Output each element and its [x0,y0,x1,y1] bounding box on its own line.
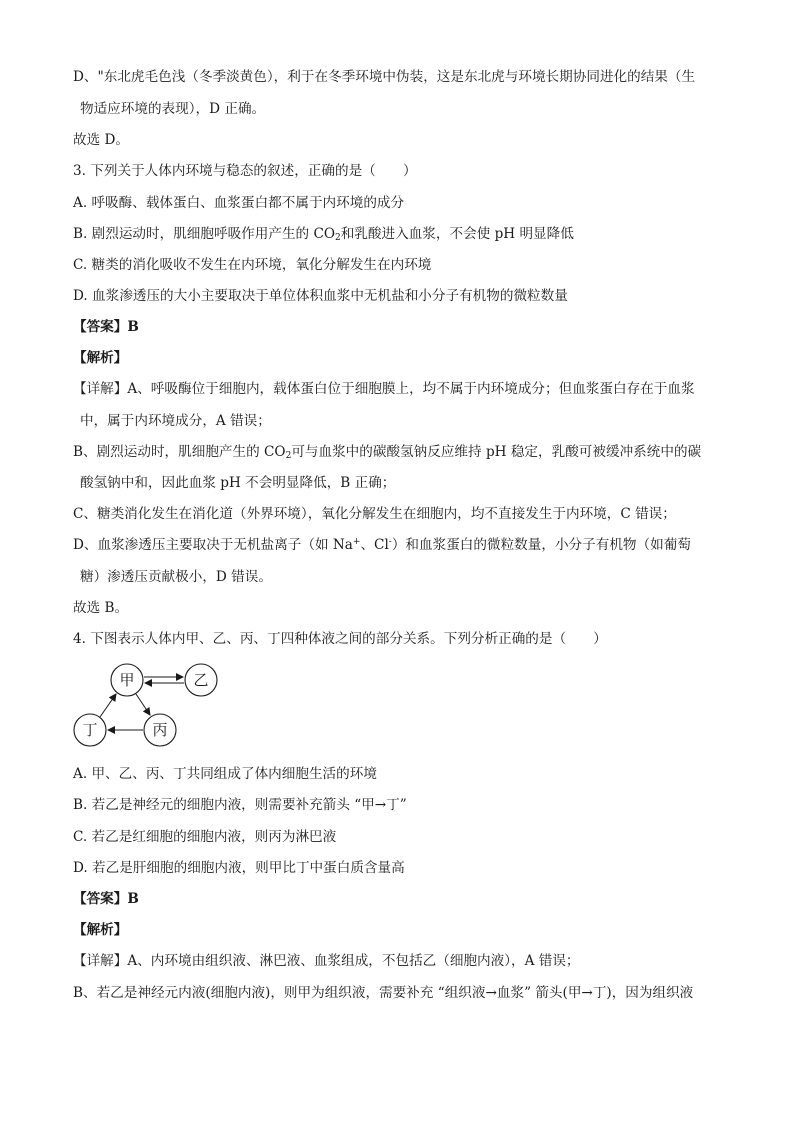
q4-option-a: A. 甲、乙、丙、丁共同组成了体内细胞生活的环境 [73,766,377,782]
q3-option-b-subscript: 2 [335,233,341,243]
q3-detail-b-subscript: 2 [285,451,292,461]
q3-option-d: D. 血浆渗透压的大小主要取决于单位体积血浆中无机盐和小分子有机物的微粒数量 [73,288,568,304]
q3-option-b [73,225,574,243]
q3-detail-d-text-mid: 、Cl [360,537,389,553]
q3-detail-a-line1: 【详解】A、呼吸酶位于细胞内，载体蛋白位于细胞膜上，均不属于内环境成分；但血浆蛋白存在于血浆 [73,381,695,397]
q3-conclusion: 故选 B。 [73,600,129,616]
q4-detail-a: 【详解】A、内环境由组织液、淋巴液、血浆组成，不包括乙（细胞内液），A 错误； [73,953,580,969]
node-bing-label: 丙 [152,721,168,739]
q3-option-b-text-rest: 和乳酸进入血浆，不会使 pH 明显降低 [340,226,574,242]
q3-detail-d-superscript-plus: + [352,537,361,547]
q4-answer: 【答案】B [73,891,139,907]
q4-analysis-title: 【解析】 [73,922,128,938]
q3-detail-b-text-rest: 可与血浆中的碳酸氢钠反应维持 pH 稳定，乳酸可被缓冲系统中的碳 [291,444,702,460]
node-ding-label: 丁 [82,721,98,739]
q4-detail-b-line1: B、若乙是神经元内液(细胞内液)，则甲为组织液，需要补充 “组织液→血浆” 箭头(甲→丁)，因为组织液 [73,985,694,1001]
q3-detail-d-line1 [73,536,691,554]
q3-detail-d-text: D、血浆渗透压主要取决于无机盐离子（如 Na [73,537,353,553]
q2-conclusion: 故选 D。 [73,132,130,148]
q2-option-d-explanation-line1: D、"东北虎毛色浅（冬季淡黄色），利于在冬季环境中伪装，这是东北虎与环境长期协同进化的结果（生 [73,69,696,85]
q3-option-a: A. 呼吸酶、载体蛋白、血浆蛋白都不属于内环境的成分 [73,195,405,211]
node-yi-label: 乙 [193,671,209,689]
q4-option-c: C. 若乙是红细胞的细胞内液，则丙为淋巴液 [73,829,337,845]
q3-option-b-text: B. 剧烈运动时，肌细胞呼吸作用产生的 CO [73,226,335,242]
q3-detail-c: C、糖类消化发生在消化道（外界环境），氧化分解发生在细胞内，均不直接发生于内环境，C 错误； [73,506,676,522]
q3-detail-d-line2: 糖）渗透压贡献极小，D 错误。 [80,569,272,585]
q3-detail-b-line2: 酸氢钠中和，因此血浆 pH 不会明显降低，B 正确； [80,475,396,491]
q4-stem: 4. 下图表示人体内甲、乙、丙、丁四种体液之间的部分关系。下列分析正确的是（ ） [73,631,607,647]
arrow-ding-to-jia [100,694,116,717]
arrow-jia-to-bing [136,694,150,715]
q3-detail-d-superscript-minus: - [388,537,392,547]
q3-answer: 【答案】B [73,319,139,335]
q3-detail-b-line1 [73,443,701,461]
q3-option-c: C. 糖类的消化吸收不发生在内环境，氧化分解发生在内环境 [73,257,432,273]
q3-detail-a-line2: 中，属于内环境成分，A 错误； [80,413,271,429]
q3-stem: 3. 下列关于人体内环境与稳态的叙述，正确的是（ ） [73,163,417,179]
q3-analysis-title: 【解析】 [73,350,128,366]
q4-option-b: B. 若乙是神经元的细胞内液，则需要补充箭头 “甲→丁” [73,797,407,813]
body-fluid-diagram [70,660,230,750]
q3-detail-d-text-rest: ）和血浆蛋白的微粒数量，小分子有机物（如葡萄 [391,537,691,553]
q4-option-d: D. 若乙是肝细胞的细胞内液，则甲比丁中蛋白质含量高 [73,860,405,876]
node-jia-label: 甲 [119,671,135,689]
q2-option-d-explanation-line2: 物适应环境的表现），D 正确。 [80,101,266,117]
q3-detail-b-text: B、剧烈运动时，肌细胞产生的 CO [73,444,286,460]
